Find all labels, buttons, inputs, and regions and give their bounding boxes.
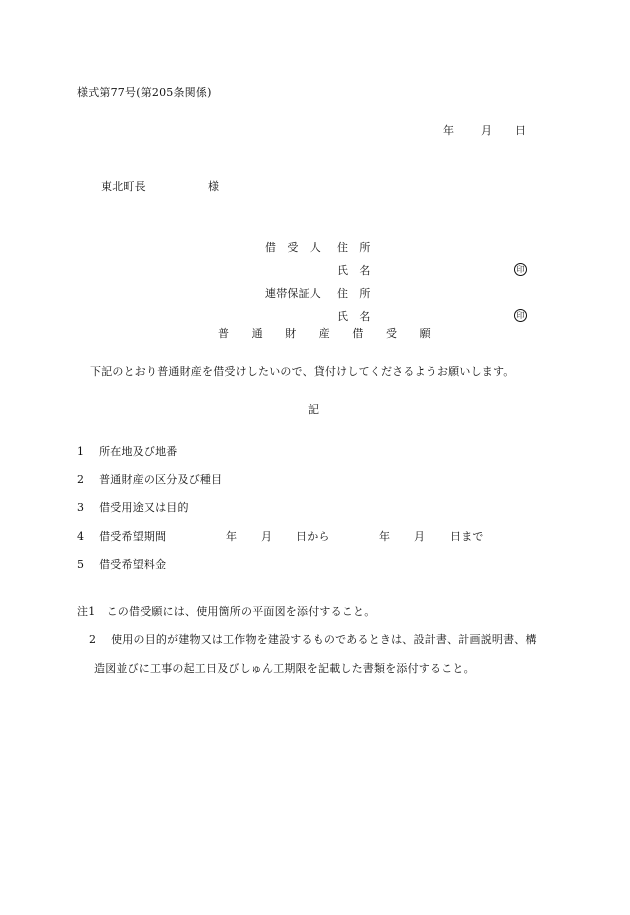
borrower-seal-icon: 印 [514,263,527,276]
intro-text: 下記のとおり普通財産を借受けしたいので、貸付けしてくださるようお願いします。 [90,365,515,378]
period-end-day: 日まで [450,530,484,543]
period-start-year: 年 [226,530,238,543]
item-period: 4 借受希望期間 [77,530,167,543]
borrower-name-label: 氏 名 [337,264,371,277]
date-year: 年 [443,124,455,137]
addressee-name: 東北町長 [101,180,146,193]
borrower-address-label: 住 所 [337,241,371,254]
item-property-type: 2 普通財産の区分及び種目 [77,473,223,486]
date-month: 月 [481,124,493,137]
item-purpose: 3 借受用途又は目的 [77,501,189,514]
note-2-line-1: 2 使用の目的が建物又は工作物を建設するものであるときは、設計書、計画説明書、構 [89,633,537,646]
guarantor-name-label: 氏 名 [337,310,371,323]
period-end-year: 年 [379,530,391,543]
guarantor-seal-icon: 印 [514,309,527,322]
period-end-month: 月 [414,530,426,543]
note-1: 注1 この借受願には、使用箇所の平面図を添付すること。 [77,605,376,618]
document-title: 普 通 財 産 借 受 願 [218,327,431,340]
borrower-role: 借 受 人 [265,241,321,254]
item-location: 1 所在地及び地番 [77,445,178,458]
guarantor-role: 連帯保証人 [265,287,321,300]
guarantor-address-label: 住 所 [337,287,371,300]
note-2-line-2: 造図並びに工事の起工日及びしゅん工期限を記載した書類を添付すること。 [94,662,475,675]
item-fee: 5 借受希望料金 [77,558,167,571]
addressee-honorific: 様 [208,180,220,193]
form-id: 様式第77号(第205条関係) [77,86,212,99]
period-start-day: 日から [296,530,330,543]
date-day: 日 [515,124,527,137]
ki-label: 記 [308,403,320,416]
period-start-month: 月 [261,530,273,543]
